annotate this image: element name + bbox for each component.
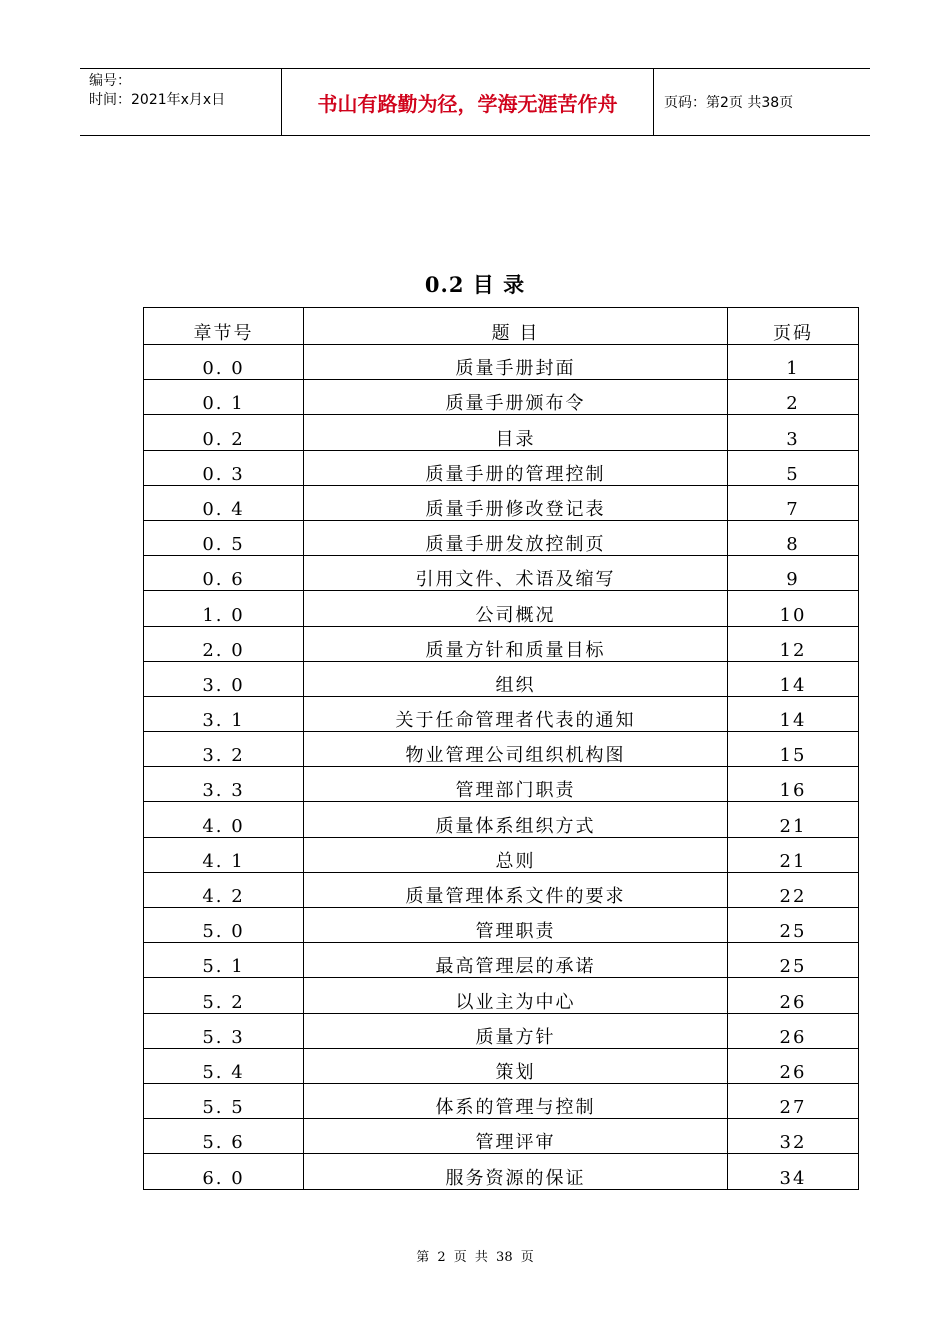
table-row <box>144 626 859 661</box>
table-row <box>144 1154 859 1189</box>
toc-header-title: 题 目 <box>304 308 728 345</box>
table-row <box>144 345 859 380</box>
table-row <box>144 872 859 907</box>
toc-section-number: 0. 0 <box>144 345 304 380</box>
toc-entry-title: 质量手册修改登记表 <box>304 485 728 520</box>
toc-page-number: 9 <box>728 556 859 591</box>
toc-section-number: 5. 3 <box>144 1013 304 1048</box>
table-row <box>144 802 859 837</box>
toc-page-number: 8 <box>728 520 859 555</box>
toc-section-number: 0. 5 <box>144 520 304 555</box>
toc-page-number: 14 <box>728 696 859 731</box>
table-row <box>144 696 859 731</box>
toc-section-number: 0. 1 <box>144 380 304 415</box>
table-row <box>144 1083 859 1118</box>
toc-page-number: 5 <box>728 450 859 485</box>
toc-page-number: 1 <box>728 345 859 380</box>
table-row <box>144 943 859 978</box>
toc-section-number: 4. 2 <box>144 872 304 907</box>
toc-page-number: 15 <box>728 732 859 767</box>
toc-section-number: 3. 0 <box>144 661 304 696</box>
toc-section-number: 3. 1 <box>144 696 304 731</box>
toc-entry-title: 质量方针 <box>304 1013 728 1048</box>
header-motto: 书山有路勤为径，学海无涯苦作舟 <box>281 69 654 135</box>
toc-entry-title: 管理评审 <box>304 1119 728 1154</box>
toc-header-page: 页码 <box>728 308 859 345</box>
toc-section-number: 6. 0 <box>144 1154 304 1189</box>
table-row <box>144 556 859 591</box>
toc-page-number: 16 <box>728 767 859 802</box>
toc-section-number: 0. 3 <box>144 450 304 485</box>
toc-page-number: 3 <box>728 415 859 450</box>
table-row <box>144 415 859 450</box>
toc-entry-title: 质量管理体系文件的要求 <box>304 872 728 907</box>
document-number-label: 编号： <box>89 73 131 89</box>
toc-page-number: 22 <box>728 872 859 907</box>
toc-entry-title: 关于任命管理者代表的通知 <box>304 696 728 731</box>
toc-entry-title: 管理职责 <box>304 908 728 943</box>
toc-section-number: 5. 5 <box>144 1083 304 1118</box>
toc-entry-title: 策划 <box>304 1048 728 1083</box>
document-time-label: 时间：2021年x月x日 <box>89 92 226 108</box>
toc-entry-title: 引用文件、术语及缩写 <box>304 556 728 591</box>
table-row <box>144 767 859 802</box>
toc-section-number: 5. 1 <box>144 943 304 978</box>
toc-page-number: 26 <box>728 1048 859 1083</box>
toc-page-number: 14 <box>728 661 859 696</box>
table-row <box>144 520 859 555</box>
toc-page-number: 25 <box>728 908 859 943</box>
page-title: 0.2 目 录 <box>424 272 526 297</box>
toc-entry-title: 服务资源的保证 <box>304 1154 728 1189</box>
toc-entry-title: 质量手册封面 <box>304 345 728 380</box>
table-row <box>144 978 859 1013</box>
toc-entry-title: 公司概况 <box>304 591 728 626</box>
toc-header-row <box>144 308 859 345</box>
table-row <box>144 1119 859 1154</box>
toc-page-number: 21 <box>728 837 859 872</box>
toc-page-number: 7 <box>728 485 859 520</box>
toc-section-number: 5. 2 <box>144 978 304 1013</box>
toc-section-number: 0. 4 <box>144 485 304 520</box>
toc-section-number: 5. 4 <box>144 1048 304 1083</box>
toc-page-number: 34 <box>728 1154 859 1189</box>
table-row <box>144 591 859 626</box>
header-meta <box>80 69 281 135</box>
toc-section-number: 5. 6 <box>144 1119 304 1154</box>
page-header <box>80 68 870 136</box>
toc-entry-title: 质量手册颁布令 <box>304 380 728 415</box>
toc-page-number: 2 <box>728 380 859 415</box>
toc-entry-title: 组织 <box>304 661 728 696</box>
toc-entry-title: 总则 <box>304 837 728 872</box>
table-row <box>144 837 859 872</box>
toc-entry-title: 质量手册的管理控制 <box>304 450 728 485</box>
toc-section-number: 1. 0 <box>144 591 304 626</box>
toc-section-number: 3. 3 <box>144 767 304 802</box>
toc-entry-title: 质量手册发放控制页 <box>304 520 728 555</box>
toc-entry-title: 质量方针和质量目标 <box>304 626 728 661</box>
toc-entry-title: 目录 <box>304 415 728 450</box>
toc-entry-title: 最高管理层的承诺 <box>304 943 728 978</box>
toc-page-number: 26 <box>728 1013 859 1048</box>
toc-section-number: 3. 2 <box>144 732 304 767</box>
toc-body <box>144 345 859 1190</box>
toc-section-number: 4. 1 <box>144 837 304 872</box>
toc-page-number: 12 <box>728 626 859 661</box>
toc-page-number: 26 <box>728 978 859 1013</box>
table-row <box>144 732 859 767</box>
toc-page-number: 32 <box>728 1119 859 1154</box>
table-row <box>144 1013 859 1048</box>
toc-page-number: 10 <box>728 591 859 626</box>
header-page-info: 页码：第2页 共38页 <box>664 95 794 111</box>
toc-entry-title: 管理部门职责 <box>304 767 728 802</box>
table-row <box>144 1048 859 1083</box>
table-row <box>144 485 859 520</box>
toc-section-number: 0. 2 <box>144 415 304 450</box>
toc-header-section: 章节号 <box>144 308 304 345</box>
toc-section-number: 5. 0 <box>144 908 304 943</box>
table-row <box>144 908 859 943</box>
toc-table <box>143 307 859 1190</box>
table-row <box>144 450 859 485</box>
page-footer: 第 2 页 共 38 页 <box>416 1250 534 1265</box>
toc-section-number: 4. 0 <box>144 802 304 837</box>
table-row <box>144 380 859 415</box>
table-row <box>144 661 859 696</box>
toc-entry-title: 体系的管理与控制 <box>304 1083 728 1118</box>
toc-section-number: 2. 0 <box>144 626 304 661</box>
toc-entry-title: 物业管理公司组织机构图 <box>304 732 728 767</box>
toc-entry-title: 以业主为中心 <box>304 978 728 1013</box>
toc-page-number: 21 <box>728 802 859 837</box>
toc-page-number: 27 <box>728 1083 859 1118</box>
toc-entry-title: 质量体系组织方式 <box>304 802 728 837</box>
toc-page-number: 25 <box>728 943 859 978</box>
toc-section-number: 0. 6 <box>144 556 304 591</box>
